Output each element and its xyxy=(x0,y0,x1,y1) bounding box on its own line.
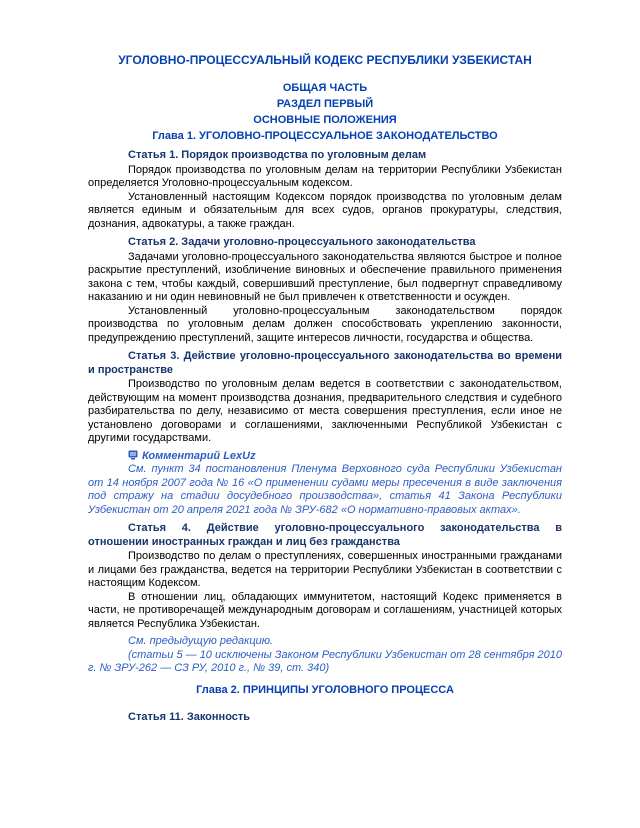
lexuz-comment-label: Комментарий LexUz xyxy=(142,449,256,462)
part-heading: ОБЩАЯ ЧАСТЬ xyxy=(282,82,368,94)
article-2-paragraph-2: Установленный уголовно-процессуальным законодательством порядок производства по уголовным делам должен способствовать укреплению законности, предупреждению преступлений, защите интересов личности, государства и общества. xyxy=(88,304,562,344)
article-4-heading: Статья 4. Действие уголовно-процессуального законодательства в отношении иностранных граждан и лиц без гражданства xyxy=(88,522,562,548)
article-11-heading: Статья 11. Законность xyxy=(128,710,251,723)
article-1-heading: Статья 1. Порядок производства по уголовным делам xyxy=(128,149,427,161)
chapter-1-heading: Глава 1. УГОЛОВНО-ПРОЦЕССУАЛЬНОЕ ЗАКОНОДАТЕЛЬСТВО xyxy=(152,130,498,142)
section-title-heading: ОСНОВНЫЕ ПОЛОЖЕНИЯ xyxy=(253,114,397,126)
articles-excluded-note[interactable]: (статьи 5 — 10 исключены Законом Республики Узбекистан от 28 сентября 2010 г. № ЗРУ-262 — СЗ РУ, 2010 г., № 39, ст. 340) xyxy=(88,648,562,674)
article-3-paragraph-1: Производство по уголовным делам ведется в соответствии с законодательством, действующим на момент производства дознания, предварительного следствия и судебного разбирательства по делу, независимо от места совершения преступления, если иное не установлено договорами и соглашениями, заключенными Республикой Узбекистан с другими государствами. xyxy=(88,378,562,444)
lexuz-comment[interactable] xyxy=(88,450,562,464)
article-1-paragraph-2: Установленный настоящим Кодексом порядок производства по уголовным делам является единым и обязательным для всех судов, органов прокуратуры, следствия, дознания, адвокатуры, а также граждан. xyxy=(88,190,562,230)
section-heading: РАЗДЕЛ ПЕРВЫЙ xyxy=(276,98,374,110)
article-2-paragraph-1: Задачами уголовно-процессуального законодательства являются быстрое и полное раскрытие преступлений, изобличение виновных и обеспечение правильного применения закона с тем, чтобы каждый, совершивший преступление, был подвергнут справедливому наказанию и ни один невиновный не был привлечен к ответственности и осужден. xyxy=(88,250,562,303)
article-4-paragraph-2: В отношении лиц, обладающих иммунитетом, настоящий Кодекс применяется в части, не противоречащей международным договорам и соглашениям, участницей которых является Республика Узбекистан. xyxy=(88,590,562,630)
document-title: УГОЛОВНО-ПРОЦЕССУАЛЬНЫЙ КОДЕКС РЕСПУБЛИКИ УЗБЕКИСТАН xyxy=(118,53,532,67)
article-2-heading: Статья 2. Задачи уголовно-процессуального законодательства xyxy=(128,236,476,248)
lexuz-comment-citation[interactable]: См. пункт 34 постановления Пленума Верховного суда Республики Узбекистан от 14 ноября 2007 года № 16 «О применении судами меры пресечения в виде заключения под стражу на стадии досудебного производства», статья 41 Закона Республики Узбекистан от 20 апреля 2021 года № ЗРУ-682 «О нормативно-правовых актах». xyxy=(88,463,562,516)
see-previous-revision-link[interactable]: См. предыдущую редакцию. xyxy=(128,635,274,647)
lexuz-comment-icon xyxy=(128,450,138,462)
article-4-paragraph-1: Производство по делам о преступлениях, совершенных иностранными гражданами и лицами без гражданства, ведется на территории Республики Узбекистан в соответствии с настоящим Кодексом. xyxy=(88,550,562,589)
chapter-2-heading: Глава 2. ПРИНЦИПЫ УГОЛОВНОГО ПРОЦЕССА xyxy=(196,683,454,696)
article-1-paragraph-1: Порядок производства по уголовным делам на территории Республики Узбекистан определяется Уголовно-процессуальным кодексом. xyxy=(88,163,562,189)
article-3-heading: Статья 3. Действие уголовно-процессуального законодательства во времени и пространстве xyxy=(88,350,562,376)
